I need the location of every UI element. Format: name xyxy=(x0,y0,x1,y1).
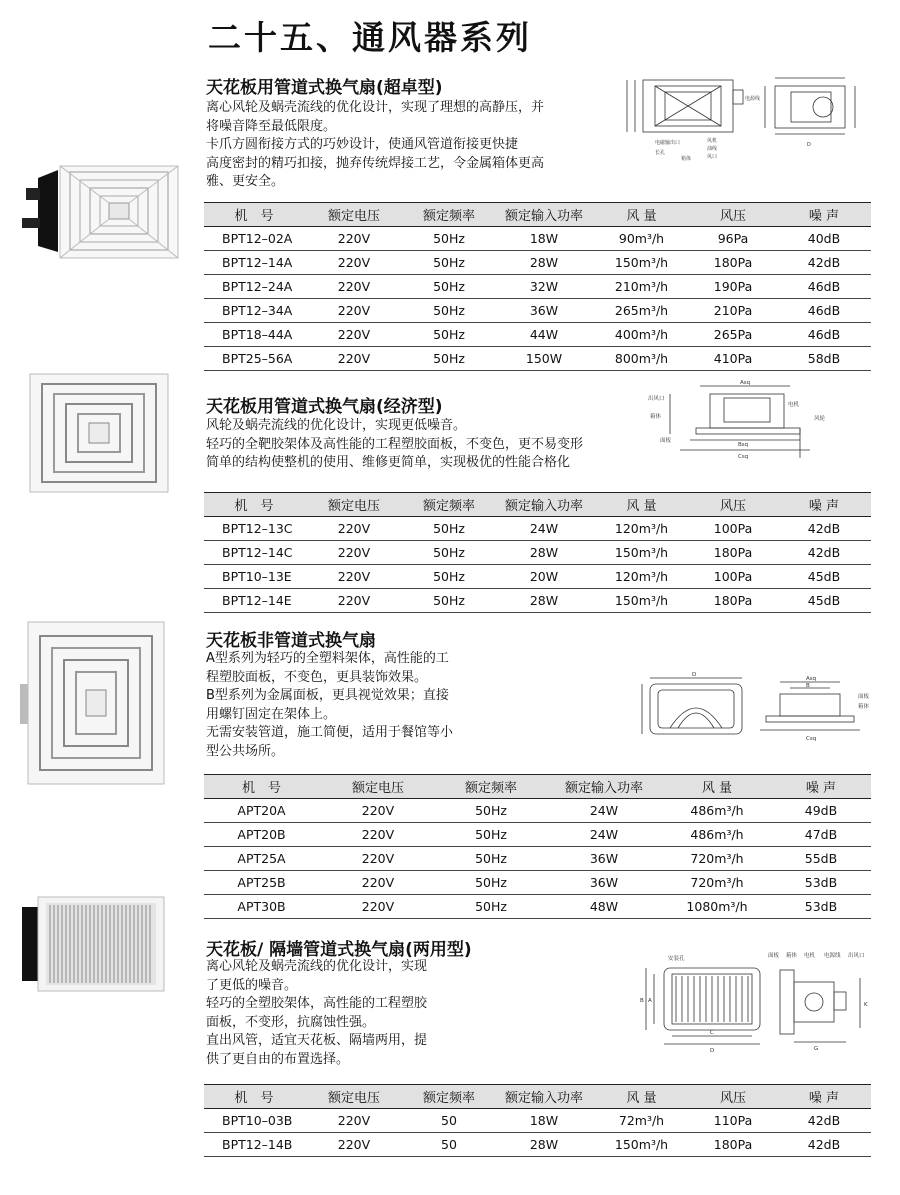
table-row xyxy=(204,251,871,275)
table-cell: 720m³/h xyxy=(663,847,771,871)
table-cell: 了更低的噪音。 xyxy=(206,977,298,993)
table-cell: 110Pa xyxy=(689,1109,777,1133)
table-cell: APT25A xyxy=(204,847,319,871)
table-header-row xyxy=(204,775,871,799)
drawing-label: 电源线 xyxy=(824,953,841,959)
table-cell: 220V xyxy=(304,275,404,299)
table-cell: 45dB xyxy=(777,589,871,613)
drawing-label: 风轮 xyxy=(814,416,826,422)
table-cell: 供了更自由的布置选择。 xyxy=(206,1051,350,1067)
column-header: 风 量 xyxy=(594,203,689,227)
column-header: 机 号 xyxy=(204,1085,304,1109)
table-cell: 雅、更安全。 xyxy=(206,174,285,189)
table-cell: 型公共场所。 xyxy=(206,743,285,759)
table-cell: BPT12–14C xyxy=(204,541,304,565)
table-cell: 50Hz xyxy=(437,847,545,871)
table-cell: BPT25–56A xyxy=(204,347,304,371)
drawing-label: 电机 xyxy=(788,402,800,408)
section-description xyxy=(206,417,583,473)
table-cell: BPT10–13E xyxy=(204,565,304,589)
table-cell: 220V xyxy=(304,251,404,275)
section-title: 天花板/ 隔墙管道式换气扇(两用型) xyxy=(206,940,472,960)
table-row xyxy=(204,895,871,919)
table-cell: 55dB xyxy=(771,847,871,871)
drawing-label: 电磁输出口 xyxy=(655,140,681,146)
table-cell: 46dB xyxy=(777,275,871,299)
table-cell: 486m³/h xyxy=(663,799,771,823)
table-cell: 120m³/h xyxy=(594,517,689,541)
table-header-row xyxy=(204,1085,871,1109)
section-title: 天花板用管道式换气扇(超卓型) xyxy=(206,78,443,98)
column-header: 额定输入功率 xyxy=(545,775,663,799)
table-cell: BPT12–14E xyxy=(204,589,304,613)
spec-table xyxy=(204,492,871,613)
table-cell: APT30B xyxy=(204,895,319,919)
table-cell: 180Pa xyxy=(689,541,777,565)
table-cell: 50Hz xyxy=(404,347,494,371)
table-cell: 42dB xyxy=(777,517,871,541)
technical-drawing-economy xyxy=(640,378,880,470)
table-cell: BPT12–24A xyxy=(204,275,304,299)
column-header: 额定电压 xyxy=(304,493,404,517)
spec-table xyxy=(204,202,871,371)
table-cell: 220V xyxy=(304,1109,404,1133)
table-cell: 220V xyxy=(319,871,437,895)
table-cell: 42dB xyxy=(777,251,871,275)
table-cell: 50Hz xyxy=(437,823,545,847)
spec-table xyxy=(204,1084,871,1157)
table-cell: 150m³/h xyxy=(594,541,689,565)
table-cell: 150m³/h xyxy=(594,1133,689,1157)
table-cell: 50Hz xyxy=(404,589,494,613)
table-cell: 150m³/h xyxy=(594,251,689,275)
section-description xyxy=(206,650,453,761)
table-cell: 220V xyxy=(304,323,404,347)
table-cell: 53dB xyxy=(771,871,871,895)
table-cell: BPT18–44A xyxy=(204,323,304,347)
table-cell: 50Hz xyxy=(437,871,545,895)
table-cell: 28W xyxy=(494,541,594,565)
table-row xyxy=(204,1133,871,1157)
table-row xyxy=(204,275,871,299)
column-header: 噪 声 xyxy=(777,1085,871,1109)
table-cell: BPT12–14A xyxy=(204,251,304,275)
column-header: 额定频率 xyxy=(404,203,494,227)
drawing-label: B xyxy=(640,998,644,1004)
table-cell: 220V xyxy=(319,847,437,871)
column-header: 额定输入功率 xyxy=(494,1085,594,1109)
drawing-label: 箱体 xyxy=(650,414,662,420)
table-cell: 210Pa xyxy=(689,299,777,323)
drawing-label: 风口 xyxy=(707,154,718,160)
table-cell: 程塑胶面板，不变色，更具装饰效果。 xyxy=(206,669,428,685)
drawing-label: Asq xyxy=(740,380,751,386)
fan-photo-non-duct xyxy=(18,618,168,788)
table-cell: 180Pa xyxy=(689,1133,777,1157)
table-cell: APT20B xyxy=(204,823,319,847)
table-cell: 36W xyxy=(494,299,594,323)
table-cell: 面板，不变形，抗腐蚀性强。 xyxy=(206,1014,376,1030)
column-header: 额定频率 xyxy=(437,775,545,799)
table-cell: 28W xyxy=(494,251,594,275)
table-cell: 50Hz xyxy=(404,541,494,565)
table-cell: 90m³/h xyxy=(594,227,689,251)
spec-table xyxy=(204,774,871,919)
column-header: 额定电压 xyxy=(319,775,437,799)
table-cell: 卡爪方圆衔接方式的巧妙设计，使通风管道衔接更快捷 xyxy=(206,137,519,152)
technical-drawing-supreme xyxy=(615,72,880,164)
table-cell: 53dB xyxy=(771,895,871,919)
drawing-label: Bsq xyxy=(738,442,749,448)
table-cell: 220V xyxy=(304,517,404,541)
fan-photo-economy xyxy=(26,370,172,496)
fan-photo-supreme xyxy=(8,160,184,262)
table-cell: 离心风轮及蜗壳流线的优化设计，实现了理想的高静压，并 xyxy=(206,100,545,115)
table-cell: 220V xyxy=(304,227,404,251)
table-cell: 42dB xyxy=(777,541,871,565)
table-cell: BPT12–14B xyxy=(204,1133,304,1157)
drawing-label: 出风口 xyxy=(848,953,865,959)
column-header: 机 号 xyxy=(204,493,304,517)
table-row xyxy=(204,871,871,895)
table-cell: 265m³/h xyxy=(594,299,689,323)
drawing-label: 电源线 xyxy=(745,96,761,102)
drawing-label: 安装孔 xyxy=(668,956,685,962)
table-cell: 24W xyxy=(545,799,663,823)
drawing-label: 长孔 xyxy=(655,150,666,156)
column-header: 噪 声 xyxy=(777,203,871,227)
drawing-label: 箱体 xyxy=(681,156,692,162)
table-cell: 42dB xyxy=(777,1109,871,1133)
drawing-label: 箱体 xyxy=(786,953,798,959)
column-header: 额定电压 xyxy=(304,203,404,227)
table-cell: 50Hz xyxy=(404,517,494,541)
table-cell: 720m³/h xyxy=(663,871,771,895)
column-header: 额定输入功率 xyxy=(494,493,594,517)
table-row xyxy=(204,565,871,589)
table-cell: 44W xyxy=(494,323,594,347)
table-cell: 58dB xyxy=(777,347,871,371)
table-row xyxy=(204,323,871,347)
table-cell: 50Hz xyxy=(437,895,545,919)
drawing-label: Csq xyxy=(738,454,749,460)
table-cell: 28W xyxy=(494,1133,594,1157)
table-cell: 轻巧的全靶胶架体及高性能的工程塑胶面板，不变色，更不易变形 xyxy=(206,436,584,452)
table-cell: 46dB xyxy=(777,323,871,347)
table-cell: BPT10–03B xyxy=(204,1109,304,1133)
drawing-label: 面板 xyxy=(768,953,780,959)
page-title: 二十五、通风器系列 xyxy=(208,18,532,57)
table-cell: 40dB xyxy=(777,227,871,251)
table-cell: 18W xyxy=(494,227,594,251)
table-cell: 220V xyxy=(304,347,404,371)
technical-drawing-dual-use xyxy=(628,948,880,1056)
table-row xyxy=(204,541,871,565)
column-header: 额定频率 xyxy=(404,1085,494,1109)
drawing-label: 箱体 xyxy=(858,704,870,710)
table-cell: 180Pa xyxy=(689,251,777,275)
column-header: 风压 xyxy=(689,1085,777,1109)
table-cell: 50 xyxy=(404,1109,494,1133)
table-cell: 45dB xyxy=(777,565,871,589)
svg-text:D: D xyxy=(807,142,811,148)
table-row xyxy=(204,1109,871,1133)
table-cell: 190Pa xyxy=(689,275,777,299)
table-cell: 180Pa xyxy=(689,589,777,613)
table-cell: 50 xyxy=(404,1133,494,1157)
table-cell: 220V xyxy=(319,895,437,919)
table-cell: 50Hz xyxy=(404,323,494,347)
table-header-row xyxy=(204,203,871,227)
table-row xyxy=(204,299,871,323)
table-cell: B型系列为金属面板，更具视觉效果；直接 xyxy=(206,688,449,703)
column-header: 风压 xyxy=(689,203,777,227)
table-cell: 将噪音降至最低限度。 xyxy=(206,118,337,134)
table-cell: 96Pa xyxy=(689,227,777,251)
drawing-label: 油线 xyxy=(707,146,718,152)
table-cell: 50Hz xyxy=(404,251,494,275)
table-row xyxy=(204,347,871,371)
drawing-label: 出风口 xyxy=(648,396,665,402)
table-cell: APT25B xyxy=(204,871,319,895)
drawing-label: B xyxy=(806,683,810,689)
table-cell: 18W xyxy=(494,1109,594,1133)
table-cell: 72m³/h xyxy=(594,1109,689,1133)
table-cell: 直出风管，适宜天花板、隔墙两用，提 xyxy=(206,1033,428,1048)
drawing-label: 面板 xyxy=(660,438,672,444)
table-cell: 486m³/h xyxy=(663,823,771,847)
technical-drawing-non-duct xyxy=(630,668,880,748)
table-cell: 265Pa xyxy=(689,323,777,347)
section-title: 天花板用管道式换气扇(经济型) xyxy=(206,397,443,417)
table-cell: 220V xyxy=(304,589,404,613)
table-cell: BPT12–34A xyxy=(204,299,304,323)
table-cell: A型系列为轻巧的全塑料架体，高性能的工 xyxy=(206,651,449,666)
section-title: 天花板非管道式换气扇 xyxy=(206,631,376,651)
table-cell: 150m³/h xyxy=(594,589,689,613)
column-header: 机 号 xyxy=(204,775,319,799)
table-cell: 220V xyxy=(304,299,404,323)
table-row xyxy=(204,823,871,847)
column-header: 风 量 xyxy=(663,775,771,799)
section-description xyxy=(206,99,544,192)
column-header: 风 量 xyxy=(594,1085,689,1109)
drawing-label: C xyxy=(710,1030,714,1036)
table-cell: 50Hz xyxy=(404,227,494,251)
column-header: 额定输入功率 xyxy=(494,203,594,227)
table-cell: BPT12–13C xyxy=(204,517,304,541)
table-cell: 28W xyxy=(494,589,594,613)
table-cell: 220V xyxy=(304,1133,404,1157)
fan-photo-dual-use xyxy=(20,893,168,995)
table-cell: 50Hz xyxy=(404,275,494,299)
column-header: 风压 xyxy=(689,493,777,517)
table-cell: 49dB xyxy=(771,799,871,823)
table-cell: APT20A xyxy=(204,799,319,823)
table-cell: 24W xyxy=(494,517,594,541)
table-cell: 42dB xyxy=(777,1133,871,1157)
drawing-label: 风机 xyxy=(707,138,718,144)
table-row xyxy=(204,589,871,613)
column-header: 额定电压 xyxy=(304,1085,404,1109)
table-cell: 100Pa xyxy=(689,565,777,589)
table-cell: 410Pa xyxy=(689,347,777,371)
table-row xyxy=(204,517,871,541)
drawing-label: Csq xyxy=(806,736,817,742)
drawing-label: 电机 xyxy=(804,953,816,959)
table-cell: 48W xyxy=(545,895,663,919)
table-cell: 120m³/h xyxy=(594,565,689,589)
column-header: 风 量 xyxy=(594,493,689,517)
table-cell: 1080m³/h xyxy=(663,895,771,919)
drawing-label: D xyxy=(692,672,697,678)
table-cell: 风轮及蜗壳流线的优化设计，实现更低噪音。 xyxy=(206,418,467,433)
table-cell: 210m³/h xyxy=(594,275,689,299)
table-cell: 47dB xyxy=(771,823,871,847)
table-cell: 150W xyxy=(494,347,594,371)
column-header: 噪 声 xyxy=(777,493,871,517)
drawing-label: D xyxy=(710,1048,715,1054)
table-cell: 46dB xyxy=(777,299,871,323)
table-cell: 220V xyxy=(319,823,437,847)
table-row xyxy=(204,799,871,823)
section-description xyxy=(206,958,427,1069)
table-cell: 50Hz xyxy=(437,799,545,823)
table-cell: 36W xyxy=(545,871,663,895)
table-row xyxy=(204,227,871,251)
table-cell: 50Hz xyxy=(404,299,494,323)
column-header: 噪 声 xyxy=(771,775,871,799)
table-cell: 400m³/h xyxy=(594,323,689,347)
table-cell: 100Pa xyxy=(689,517,777,541)
column-header: 额定频率 xyxy=(404,493,494,517)
drawing-label: K xyxy=(864,1002,868,1008)
table-cell: 220V xyxy=(304,541,404,565)
table-header-row xyxy=(204,493,871,517)
table-cell: 20W xyxy=(494,565,594,589)
table-cell: 简单的结构使整机的使用、维修更简单，实现极优的性能合格化 xyxy=(206,455,571,470)
drawing-label: G xyxy=(814,1046,819,1052)
table-cell: 无需安装管道，施工简便，适用于餐馆等小 xyxy=(206,725,454,740)
table-cell: 50Hz xyxy=(404,565,494,589)
table-row xyxy=(204,847,871,871)
table-cell: 用螺钉固定在架体上。 xyxy=(206,706,337,722)
table-cell: 800m³/h xyxy=(594,347,689,371)
table-cell: 轻巧的全塑胶架体，高性能的工程塑胶 xyxy=(206,996,428,1011)
table-cell: 220V xyxy=(304,565,404,589)
table-cell: 220V xyxy=(319,799,437,823)
drawing-label: A xyxy=(648,998,652,1004)
table-cell: BPT12–02A xyxy=(204,227,304,251)
drawing-label: Asq xyxy=(806,676,817,682)
table-cell: 36W xyxy=(545,847,663,871)
drawing-label: 面板 xyxy=(858,694,870,700)
table-cell: 离心风轮及蜗壳流线的优化设计，实现 xyxy=(206,959,428,974)
table-cell: 高度密封的精巧扣接，抛弃传统焊接工艺，令金属箱体更高 xyxy=(206,155,545,171)
column-header: 机 号 xyxy=(204,203,304,227)
table-cell: 24W xyxy=(545,823,663,847)
table-cell: 32W xyxy=(494,275,594,299)
